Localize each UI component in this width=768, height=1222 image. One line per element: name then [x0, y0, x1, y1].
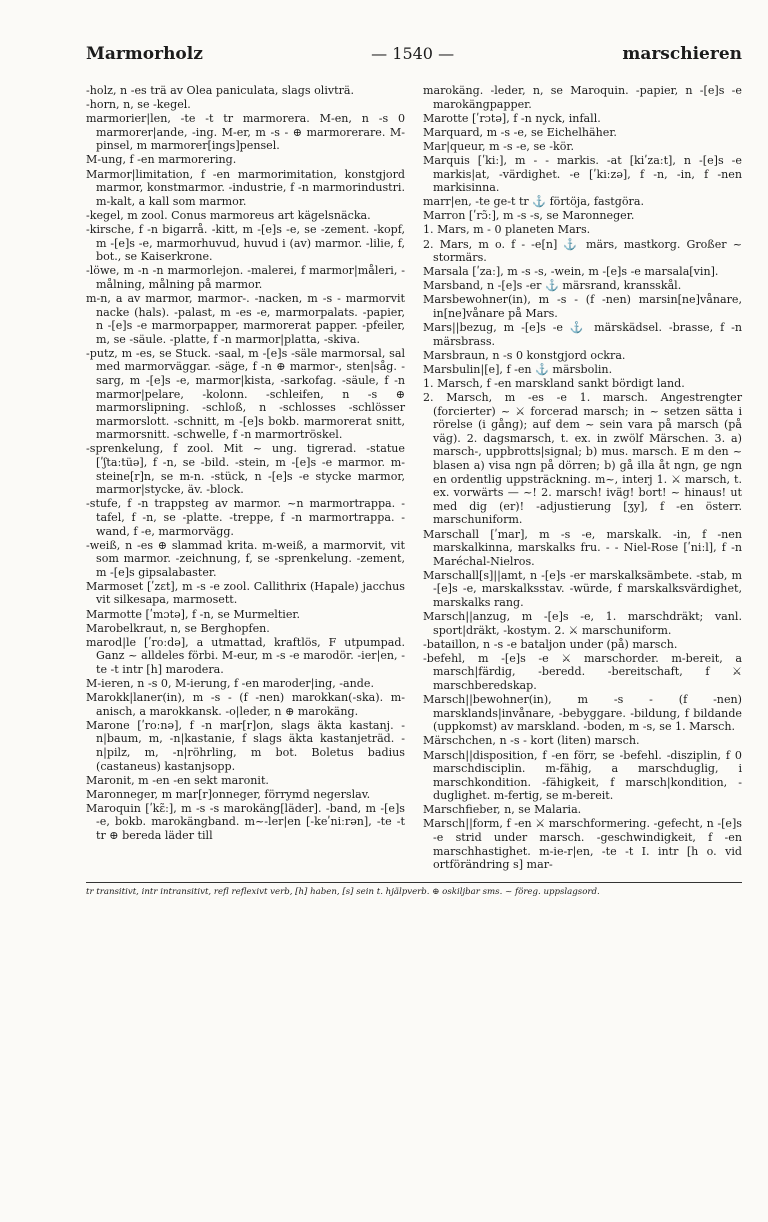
dictionary-entry: Marsala [ʹzaː], m -s -s, -wein, m -[e]s -e marsala[vin]. — [423, 265, 719, 279]
left-column — [86, 84, 405, 872]
dictionary-entry: Marschall [ʹmar], m -s -e, marskalk. -in, f -nen marskalkinna, marskalks fru. - - Niel-Rose [ʹniːl], f -n Maréchal-Nielros. — [423, 527, 742, 568]
dictionary-entry: Marone [ʹroːnə], f -n mar[r]on, slags äkta kastanj. -n|baum, m, -n|kastanie, f slags äkta kastanjeträd. -n|pilz, m, -n|röhrling, m bot. Boletus badius (castaneus) kastanjsopp. — [86, 718, 405, 773]
dictionary-entry: Marschfieber, n, se Malaria. — [423, 803, 582, 817]
dictionary-entry: -weiß, n -es ⊕ slammad krita. m-weiß, a marmorvit, vit som marmor. -zeichnung, f, se -sprenkelung. -zement, m -[e]s gipsalabaster. — [86, 538, 405, 579]
dictionary-entry: Marsch||form, f -en ⚔ marschformering. -gefecht, n -[e]s -e strid under marsch. -geschwindigkeit, f -en marschhastighet. m-ie-r|en, -te -t I. intr [h o. vid ortförändring s] mar- — [423, 817, 742, 872]
dictionary-entry: 2. Marsch, m -es -e 1. marsch. Angestrengter (forcierter) ~ ⚔ forcerad marsch; in ~ setzen sätta i rörelse (i gång); auf dem ~ sein vara på marsch (på väg). 2. dagsmarsch, t. ex. in zwölf Märschen. 3. a) marsch-, uppbrotts|signal; b) mus. marsch. E m den ~ blasen a) visa ngn på dörren; b) gå illa åt ngn, ge ngn en ordentlig uppsträckning. m~, interj 1. ⚔ marsch, t. ex. vorwärts — ~! 2. marsch! iväg! bort! ~ hinaus! ut med dig (er)! -adjustierung [ʒy], f -en österr. marschuniform. — [423, 391, 742, 527]
dictionary-entry: M-ieren, n -s 0, M-ierung, f -en maroder|ing, -ande. — [86, 677, 374, 691]
footer-rule — [86, 882, 742, 883]
dictionary-entry: Marquis [ʹkiː], m - - markis. -at [kiʹzaːt], n -[e]s -e markis|at, -värdighet. -e [ʹkiːzə], f -n, -in, f -nen markisinna. — [423, 153, 742, 195]
dictionary-entry: Marsbulin|[e], f -en ⚓ märsbolin. — [423, 362, 613, 376]
page-header — [86, 44, 742, 84]
dictionary-entry: 2. Mars, m o. f - -e[n] ⚓ märs, mastkorg. Großer ~ stormärs. — [423, 237, 742, 265]
dictionary-entry: -holz, n -es trä av Olea paniculata, slags olivträ. — [86, 84, 355, 97]
dictionary-entry: Marsbraun, n -s 0 konstgjord ockra. — [423, 348, 626, 362]
dictionary-entry: Marquard, m -s -e, se Eichelhäher. — [423, 125, 617, 139]
dictionary-entry: M-ung, f -en marmorering. — [86, 153, 237, 167]
dictionary-entry: Mars||bezug, m -[e]s -e ⚓ märskädsel. -brasse, f -n märsbrass. — [423, 321, 742, 348]
dictionary-entry: Marobelkraut, n, se Berghopfen. — [86, 621, 270, 635]
dictionary-entry: -löwe, m -n -n marmorlejon. -malerei, f marmor|måleri, -målning, målning på marmor. — [86, 264, 405, 291]
dictionary-entry: -putz, m -es, se Stuck. -saal, m -[e]s -säle marmorsal, sal med marmorväggar. -säge, f -n ⊕ marmor-, sten|såg. -sarg, m -[e]s -e, marmor|kista, -sarkofag. -säule, f -n marmor|pelare, -kolonn. -schleifen, n -s ⊕ marmorslipning. -schloß, n -schlosses -schlösser marmorslott. -schnitt, m -[e]s bokb. marmorerat snitt, marmorsnitt. -schwelle, f -n marmortröskel. — [86, 346, 405, 442]
dictionary-entry: Marmotte [ʹmɔtə], f -n, se Murmeltier. — [86, 607, 301, 621]
dictionary-entry: Mar|queur, m -s -e, se -kör. — [423, 139, 575, 153]
dictionary-entry: Marsbewohner(in), m -s - (f -nen) marsin[ne]vånare, in[ne]vånare på Mars. — [423, 293, 742, 320]
dictionary-entry: marod|le [ʹroːdə], a utmattad, kraftlös, F utpumpad. Ganz ~ alldeles förbi. M-eur, m -s -e marodör. -ier|en, -te -t intr [h] marodera. — [86, 635, 405, 676]
dictionary-entry: -stufe, f -n trappsteg av marmor. ~n marmortrappa. -tafel, f -n, se -platte. -treppe, f -n marmortrappa. -wand, f -e, marmorvägg. — [86, 497, 405, 538]
dictionary-entry: Marsch||bewohner(in), m -s - (f -nen) marsklands|invånare, -bebyggare. -bildung, f bildande (uppkomst) av marskland. -boden, m -s, se 1. Marsch. — [423, 693, 742, 734]
dictionary-entry: Marsband, n -[e]s -er ⚓ märsrand, kransskål. — [423, 279, 682, 293]
dictionary-entry: m-n, a av marmor, marmor-. -nacken, m -s - marmorvit nacke (hals). -palast, m -es -e, marmorpalats. -papier, n -[e]s -e marmorpapper, marmorerat papper. -pfeiler, m, se -säule. -platte, f -n marmor|platta, -skiva. — [86, 291, 405, 346]
right-column — [423, 84, 742, 872]
dictionary-entry: Marotte [ʹrɔtə], f -n nyck, infall. — [423, 111, 601, 125]
dictionary-entry: -befehl, m -[e]s -e ⚔ marschorder. m-bereit, a marsch|färdig, -beredd. -bereitschaft, f ⚔ marschberedskap. — [423, 651, 742, 693]
dictionary-entry: Marokk|laner(in), m -s - (f -nen) marokkan(-ska). m-anisch, a marokkansk. -o|leder, n ⊕ marokäng. — [86, 691, 405, 718]
dictionary-entry: marmorier|len, -te -t tr marmorera. M-en, n -s 0 marmorer|ande, -ing. M-er, m -s - ⊕ marmorerare. M-pinsel, m marmorer[ings]pensel. — [86, 112, 405, 153]
right-guide-word: marschieren — [622, 44, 742, 64]
dictionary-entry: Marsch||anzug, m -[e]s -e, 1. marschdräkt; vanl. sport|dräkt, -kostym. 2. ⚔ marschuniform. — [423, 610, 742, 637]
dictionary-entry: Maronneger, m mar[r]onneger, förrymd negerslav. — [86, 787, 371, 801]
dictionary-entry: marokäng. -leder, n, se Maroquin. -papier, n -[e]s -e marokängpapper. — [423, 84, 742, 111]
dictionary-entry: Märschchen, n -s - kort (liten) marsch. — [423, 734, 640, 748]
dictionary-entry: -kirsche, f -n bigarrå. -kitt, m -[e]s -e, se -zement. -kopf, m -[e]s -e, marmorhuvud, huvud i (av) marmor. -lilie, f, bot., se Kaiserkrone. — [86, 222, 405, 264]
page-number: — 1540 — — [371, 44, 455, 63]
dictionary-entry: Marmoset [ʹzɛt], m -s -e zool. Callithrix (Hapale) jacchus vit silkesapa, marmosett. — [86, 579, 405, 607]
dictionary-entry: Maronit, m -en -en sekt maronit. — [86, 773, 269, 787]
dictionary-entry: 1. Mars, m - 0 planeten Mars. — [423, 223, 591, 237]
dictionary-entry: -sprenkelung, f zool. Mit ~ ung. tigrerad. -statue [ʹʃtaːtüə], f -n, se -bild. -stein, m -[e]s -e marmor. m-steine[r]n, se m-n. -stück, n -[e]s -e stycke marmor, marmor|stycke, äv. -block. — [86, 442, 405, 497]
dictionary-entry: 1. Marsch, f -en marskland sankt bördigt land. — [423, 376, 685, 390]
dictionary-entry: Maroquin [ʹkɛ̃ː], m -s -s marokäng[läder]. -band, m -[e]s -e, bokb. marokängband. m~-ler|en [-keʹniːrən], -te -t tr ⊕ bereda läder till — [86, 801, 405, 843]
dictionary-entry: -bataillon, n -s -e bataljon under (på) marsch. — [423, 637, 678, 651]
abbreviation-key: tr transitivt, intr intransitivt, refl reflexivt verb, [h] haben, [s] sein t. hjälpverb. ⊕ oskiljbar sms. ~ föreg. uppslagsord. — [86, 886, 600, 897]
two-column-body — [86, 84, 742, 872]
left-guide-word: Marmorholz — [86, 44, 203, 64]
dictionary-entry: Marmor|limitation, f -en marmorimitation, konstgjord marmor, konstmarmor. -industrie, f -n marmorindustri. m-kalt, a kall som marmor. — [86, 167, 405, 208]
dictionary-entry: marr|en, -te ge-t tr ⚓ förtöja, fastgöra. — [423, 195, 644, 209]
dictionary-entry: -horn, n, se -kegel. — [86, 98, 191, 112]
dictionary-entry: Marron [ʹrɔ̃ː], m -s -s, se Maronneger. — [423, 209, 635, 223]
dictionary-entry: -kegel, m zool. Conus marmoreus art kägelsnäcka. — [86, 208, 371, 222]
dictionary-entry: Marsch||disposition, f -en förr, se -befehl. -disziplin, f 0 marschdisciplin. m-fähig, a marschduglig, i marschkondition. -fähigkeit, f marsch|kondition, -duglighet. m-fertig, se m-bereit. — [423, 748, 742, 803]
dictionary-entry: Marschall[s]||amt, n -[e]s -er marskalksämbete. -stab, m -[e]s -e, marskalksstav. -würde, f marskalksvärdighet, marskalks rang. — [423, 568, 742, 609]
